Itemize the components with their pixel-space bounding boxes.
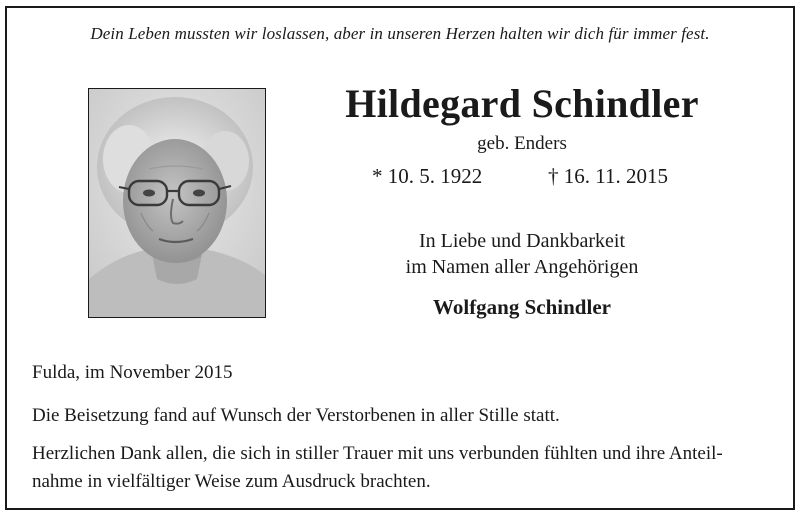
signer-name: Wolfgang Schindler: [433, 295, 611, 319]
gratitude-text: [32, 440, 772, 496]
birth-date: * 10. 5. 1922: [372, 164, 483, 188]
thanks-line-1: In Liebe und Dankbarkeit: [418, 230, 626, 252]
thanks-line-2: im Namen aller Angehörigen: [405, 256, 639, 278]
portrait-photo: [88, 88, 266, 318]
gratitude-line-1: Herzlichen Dank allen, die sich in stiller Trauer mit uns verbunden fühlten und ihre Anteil-: [32, 443, 723, 464]
thanks-block: [304, 228, 740, 280]
burial-note: Die Beisetzung fand auf Wunsch der Verstorbenen in aller Stille statt.: [32, 405, 560, 426]
deceased-name: Hildegard Schindler: [345, 81, 699, 126]
maiden-name: geb. Enders: [477, 133, 567, 154]
gratitude-line-2: nahme in vielfältiger Weise zum Ausdruck brachten.: [32, 471, 431, 492]
motto-text: Dein Leben mussten wir loslassen, aber in unseren Herzen halten wir dich für immer fest.: [90, 24, 710, 43]
portrait-image: [89, 89, 265, 317]
death-date: † 16. 11. 2015: [548, 164, 668, 188]
place-date: Fulda, im November 2015: [32, 362, 233, 383]
